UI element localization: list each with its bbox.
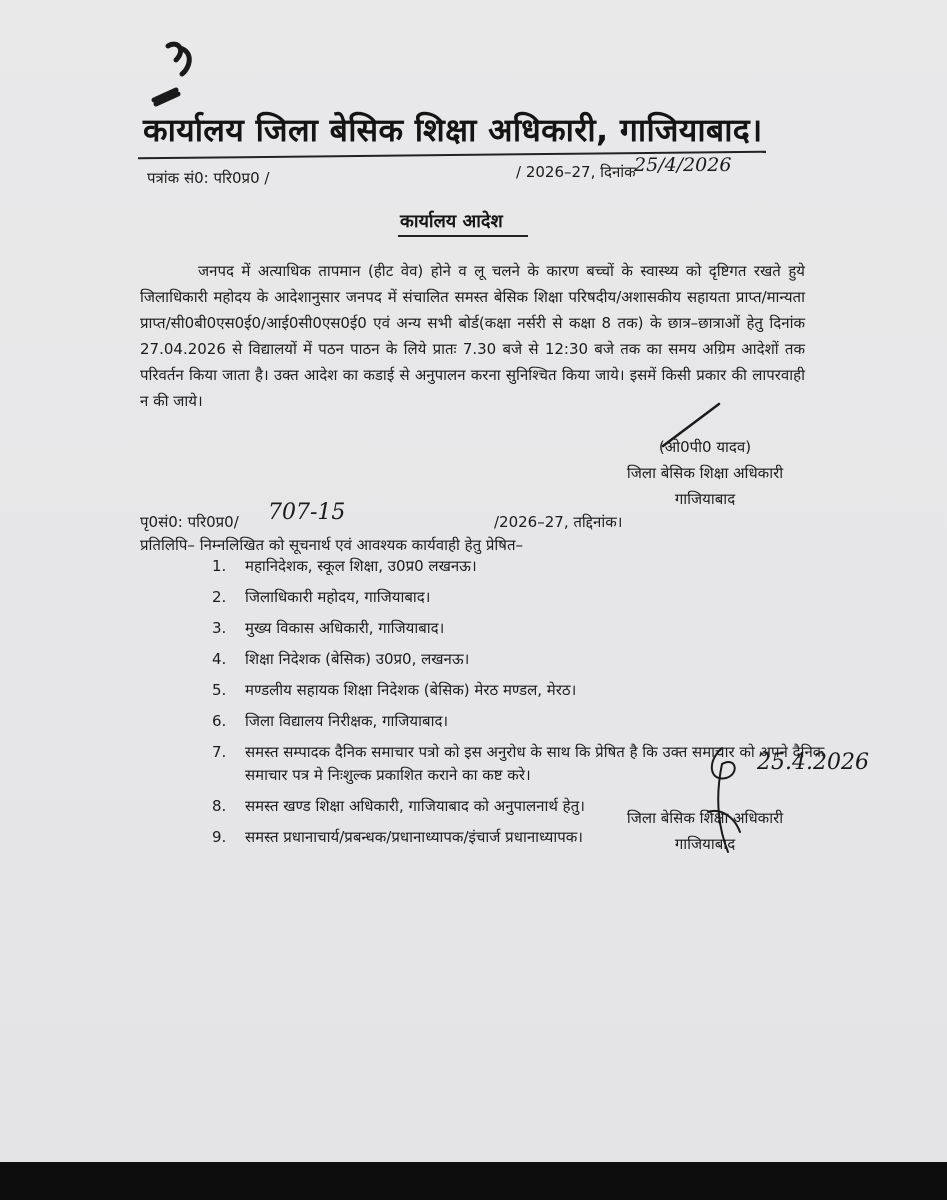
list-item: 9. समस्त प्रधानाचार्य/प्रबन्धक/प्रधानाध्यापक/इंचार्ज प्रधानाध्यापक।	[212, 828, 583, 846]
list-item: 5. मण्डलीय सहायक शिक्षा निदेशक (बेसिक) मेरठ मण्डल, मेरठ।	[212, 681, 577, 699]
list-item: 8. समस्त खण्ड शिक्षा अधिकारी, गाजियाबाद को अनुपालनार्थ हेतु।	[212, 797, 585, 815]
handwritten-signature-date: 25.4.2026	[757, 750, 869, 775]
order-heading: कार्यालय आदेश	[400, 211, 503, 232]
copy-signatory-designation: जिला बेसिक शिक्षा अधिकारी	[626, 809, 784, 827]
letter-number-label: पत्रांक सं0: परि0प्र0 /	[147, 169, 270, 187]
list-item: 2. जिलाधिकारी महोदय, गाजियाबाद।	[212, 588, 431, 606]
handwritten-date: 25/4/2026	[634, 154, 732, 176]
signatory-block	[605, 434, 805, 512]
copy-signatory-block	[605, 805, 805, 857]
bottom-border	[0, 1162, 947, 1200]
signatory-place: गाजियाबाद	[674, 490, 736, 508]
heading-underline	[398, 235, 528, 237]
list-item: 4. शिक्षा निदेशक (बेसिक) उ0प्र0, लखनऊ।	[212, 650, 470, 668]
handwritten-ref-number: 707-15	[268, 500, 346, 525]
copy-ref-label: पृ0सं0: परि0प्र0/	[140, 513, 239, 531]
copy-signatory-place: गाजियाबाद	[674, 835, 736, 853]
list-item: 7. समस्त सम्पादक दैनिक समाचार पत्रो को इस अनुरोध के साथ कि प्रेषित है कि उक्त समाचार को अपने दैनिक समाचार पत्र मे निःशुल्क प्रकाशित कराने का कष्ट करे।	[212, 743, 825, 784]
signatory-name: (ओ0पी0 यादव)	[658, 438, 752, 456]
list-item: 1. महानिदेशक, स्कूल शिक्षा, उ0प्र0 लखनऊ।	[212, 557, 477, 575]
order-body: जनपद में अत्याधिक तापमान (हीट वेव) होने व लू चलने के कारण बच्चों के स्वास्थ्य को दृष्टिगत रखते हुये जिलाधिकारी महोदय के आदेशानुसार जनपद में संचालित समस्त बेसिक शिक्षा परिषदीय/अशासकीय सहायता प्राप्त/मान्यता प्राप्त/सी0बी0एस0ई0/आई0सी0एस0ई0 एवं अन्य सभी बोर्ड(कक्षा नर्सरी से कक्षा 8 तक) के छात्र–छात्राओं हेतु दिनांक 27.04.2026 से विद्यालयों में पठन पाठन के लिये प्रातः 7.30 बजे से 12:30 बजे तक का समय अग्रिम आदेशों तक परिवर्तन किया जाता है। उक्त आदेश का कडाई से अनुपालन करना सुनिश्चित किया जाये। इसमें किसी प्रकार की लापरवाही न की जाये।	[140, 262, 805, 410]
letter-date-label: / 2026–27, दिनांक	[516, 163, 636, 181]
list-item: 6. जिला विद्यालय निरीक्षक, गाजियाबाद।	[212, 712, 449, 730]
office-title: कार्यालय जिला बेसिक शिक्षा अधिकारी, गाजियाबाद।	[143, 111, 763, 149]
copy-intro: प्रतिलिपि– निम्नलिखित को सूचनार्थ एवं आवश्यक कार्यवाही हेतु प्रेषित–	[140, 536, 524, 554]
handwritten-mark	[150, 38, 210, 118]
copy-ref-date: /2026–27, तद्दिनांक।	[494, 513, 623, 531]
list-item: 3. मुख्य विकास अधिकारी, गाजियाबाद।	[212, 619, 445, 637]
signatory-designation: जिला बेसिक शिक्षा अधिकारी	[626, 464, 784, 482]
